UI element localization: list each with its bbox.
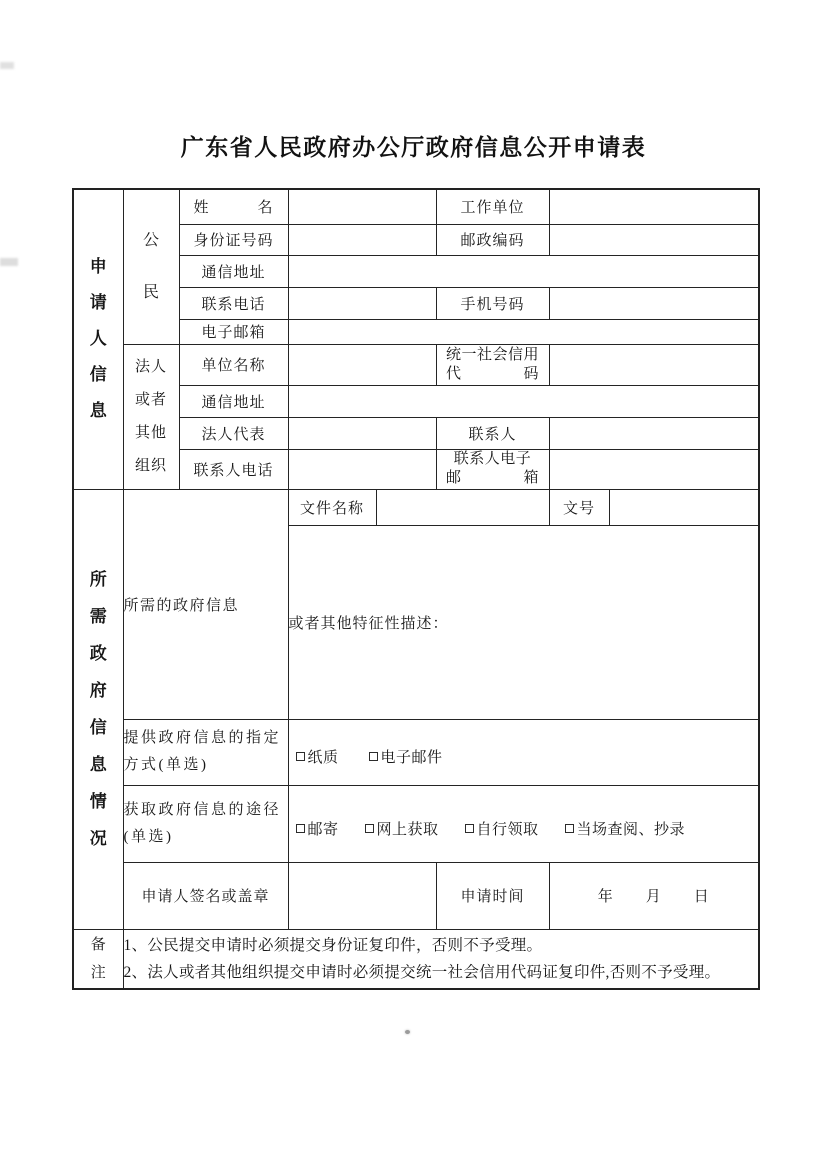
- signature-value-cell: [288, 862, 436, 929]
- checkbox-icon[interactable]: [296, 752, 305, 761]
- citizen-group-label: 公民: [142, 231, 159, 301]
- org-name-label: 单位名称: [179, 344, 288, 385]
- org-name-value-cell: [288, 344, 436, 385]
- credit-code-label-line2: 代 码: [445, 365, 539, 382]
- remarks-label: 备注: [90, 936, 106, 981]
- option-mail-label: 邮寄: [307, 821, 339, 838]
- description-label: 或者其他特征性描述：: [288, 615, 449, 632]
- mobile-value-cell: [549, 287, 759, 319]
- credit-code-label-line1: 统一社会信用: [445, 346, 539, 363]
- doc-number-label: 文号: [549, 489, 609, 525]
- option-self-pickup-label: 自行领取: [476, 821, 539, 838]
- credit-code-label: [436, 344, 549, 385]
- organization-group-label: 法人或者其他组织: [134, 358, 167, 474]
- description-cell: [288, 525, 759, 719]
- option-email-label: 电子邮件: [380, 750, 443, 766]
- email-label: 电子邮箱: [179, 319, 288, 344]
- application-form-table: [72, 188, 760, 990]
- id-number-label: 身份证号码: [179, 224, 288, 255]
- checkbox-icon[interactable]: [465, 824, 474, 833]
- option-online-label: 网上获取: [376, 821, 439, 838]
- id-number-value-cell: [288, 224, 436, 255]
- scan-artifact-smudge: [0, 62, 14, 69]
- option-mail: [296, 818, 339, 839]
- citizen-group-label-cell: [123, 189, 179, 344]
- info-section-label: 所需政府信息情况: [89, 570, 107, 848]
- remark-note-1: 1、公民提交申请时必须提交身份证复印件，否则不予受理。: [123, 936, 543, 954]
- signature-label: 申请人签名或盖章: [123, 862, 288, 929]
- contact-label: 联系人: [436, 417, 549, 449]
- legal-rep-label: 法人代表: [179, 417, 288, 449]
- contact-phone-label: 联系人电话: [179, 449, 288, 489]
- option-online: [365, 818, 439, 839]
- page-title: 广东省人民政府办公厅政府信息公开申请表: [180, 134, 647, 160]
- remarks-notes-cell: [123, 929, 759, 989]
- info-section-label-cell: [73, 489, 123, 929]
- option-onsite-review: [565, 818, 686, 839]
- checkbox-icon[interactable]: [296, 824, 305, 833]
- row-signature: [73, 862, 759, 929]
- doc-number-value-cell: [609, 489, 759, 525]
- apply-time-value-cell: 年 月 日: [549, 862, 759, 929]
- row-obtain-way: [73, 785, 759, 862]
- contact-email-label-line2: 邮 箱: [445, 470, 539, 486]
- remark-note-2: 2、法人或者其他组织提交申请时必须提交统一社会信用代码证复印件,否则不予受理。: [123, 963, 721, 981]
- postcode-value-cell: [549, 224, 759, 255]
- obtain-way-label: 获取政府信息的途径(单选): [123, 785, 288, 862]
- option-email: [369, 746, 443, 767]
- apply-time-label: 申请时间: [436, 862, 549, 929]
- checkbox-icon[interactable]: [565, 824, 574, 833]
- checkbox-icon[interactable]: [369, 752, 378, 761]
- postcode-label: 邮政编码: [436, 224, 549, 255]
- contact-email-label: [436, 449, 549, 489]
- contact-email-value-cell: [549, 449, 759, 489]
- org-address-label: 通信地址: [179, 385, 288, 417]
- phone-label: 联系电话: [179, 287, 288, 319]
- org-address-value-cell: [288, 385, 759, 417]
- option-self-pickup: [465, 818, 539, 839]
- scan-artifact-dot: [405, 1030, 410, 1034]
- email-value-cell: [288, 319, 759, 344]
- row-name: [73, 189, 759, 224]
- delivery-options-cell: [288, 719, 759, 785]
- contact-phone-value-cell: [288, 449, 436, 489]
- checkbox-icon[interactable]: [365, 824, 374, 833]
- name-label: 姓 名: [179, 189, 288, 224]
- obtain-options-cell: [288, 785, 759, 862]
- citizen-address-value-cell: [288, 255, 759, 287]
- delivery-method-label: 提供政府信息的指定方式(单选): [123, 719, 288, 785]
- contact-value-cell: [549, 417, 759, 449]
- mobile-label: 手机号码: [436, 287, 549, 319]
- applicant-section-label-cell: [73, 189, 123, 489]
- phone-value-cell: [288, 287, 436, 319]
- citizen-address-label: 通信地址: [179, 255, 288, 287]
- organization-group-label-cell: [123, 344, 179, 489]
- doc-name-value-cell: [376, 489, 549, 525]
- row-doc-name: [73, 489, 759, 525]
- legal-rep-value-cell: [288, 417, 436, 449]
- name-value-cell: [288, 189, 436, 224]
- doc-name-label: 文件名称: [288, 489, 376, 525]
- applicant-section-label: 申请人信息: [89, 257, 107, 421]
- work-unit-value-cell: [549, 189, 759, 224]
- row-remarks: [73, 929, 759, 989]
- contact-email-label-line1: 联系人电子: [453, 451, 532, 467]
- scan-artifact-smudge: [0, 258, 18, 266]
- row-delivery-method: [73, 719, 759, 785]
- option-onsite-review-label: 当场查阅、抄录: [576, 821, 686, 838]
- option-paper: [296, 746, 339, 767]
- option-paper-label: 纸质: [307, 750, 339, 766]
- needed-info-label: 所需的政府信息: [123, 489, 288, 719]
- row-org-name: [73, 344, 759, 385]
- remarks-label-cell: [73, 929, 123, 989]
- work-unit-label: 工作单位: [436, 189, 549, 224]
- credit-code-value-cell: [549, 344, 759, 385]
